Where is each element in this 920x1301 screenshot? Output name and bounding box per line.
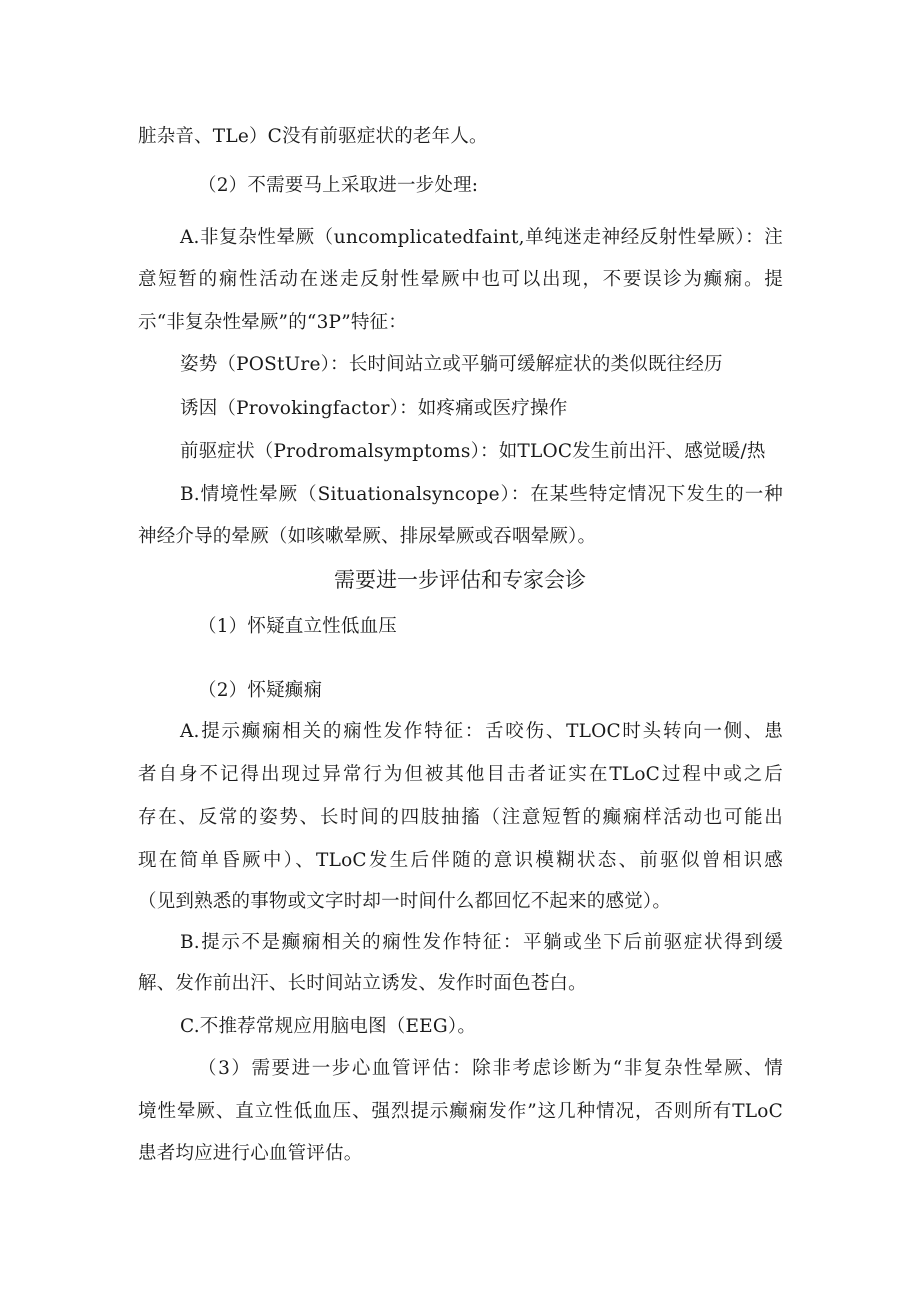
list-item-epilepsy: （2）怀疑癫痫 [198,680,323,701]
list-item-orthostatic: （1）怀疑直立性低血压 [198,616,397,637]
paragraph-line: 神经介导的晕厥（如咳嗽晕厥、排尿晕厥或吞咽晕厥）。 [138,526,597,547]
paragraph-line: 者自身不记得出现过异常行为但被其他目击者证实在TLoC过程中或之后 [138,764,783,785]
paragraph-line: （见到熟悉的事物或文字时却一时间什么都回忆不起来的感觉）。 [138,891,672,912]
paragraph-line: A.提示癫痫相关的痫性发作特征：舌咬伤、TLOC时头转向一侧、患 [180,721,783,742]
list-item-cardiovascular: （3）需要进一步心血管评估：除非考虑诊断为“非复杂性晕厥、情 [198,1058,783,1079]
paragraph-line: A.非复杂性晕厥（uncomplicatedfaint,单纯迷走神经反射性晕厥）：注 [180,227,783,248]
section-heading: 需要进一步评估和专家会诊 [334,568,586,592]
feature-prodromal: 前驱症状（Prodromalsymptoms）：如TLOC发生前出汗、感觉暖/热 [180,441,766,462]
paragraph-line: B.提示不是癫痫相关的痫性发作特征：平躺或坐下后前驱症状得到缓 [180,932,783,953]
paragraph-line: 患者均应进行心血管评估。 [138,1143,363,1164]
text-line: 脏杂音、TLe）C没有前驱症状的老年人。 [138,126,488,147]
paragraph-line: 解、发作前出汗、长时间站立诱发、发作时面色苍白。 [138,973,587,994]
feature-provoking: 诱因（Provokingfactor）：如疼痛或医疗操作 [180,398,568,419]
list-item-no-further-action: （2）不需要马上采取进一步处理: [198,175,479,196]
feature-posture: 姿势（POStUre）：长时间站立或平躺可缓解症状的类似既往经历 [180,354,723,375]
paragraph-line: 意短暂的痫性活动在迷走反射性晕厥中也可以出现，不要误诊为癫痫。提 [138,269,783,290]
paragraph-line: 境性晕厥、直立性低血压、强烈提示癫痫发作”这几种情况，否则所有TLoC [138,1101,783,1122]
paragraph-line: C.不推荐常规应用脑电图（EEG）。 [180,1016,477,1037]
paragraph-line: B.情境性晕厥（Situationalsyncope）：在某些特定情况下发生的一种 [180,484,783,505]
paragraph-line: 示“非复杂性晕厥”的“3P”特征： [138,312,407,333]
paragraph-line: 现在简单昏厥中）、TLoC发生后伴随的意识模糊状态、前驱似曾相识感 [138,850,783,871]
paragraph-line: 存在、反常的姿势、长时间的四肢抽搐（注意短暂的癫痫样活动也可能出 [138,807,783,828]
